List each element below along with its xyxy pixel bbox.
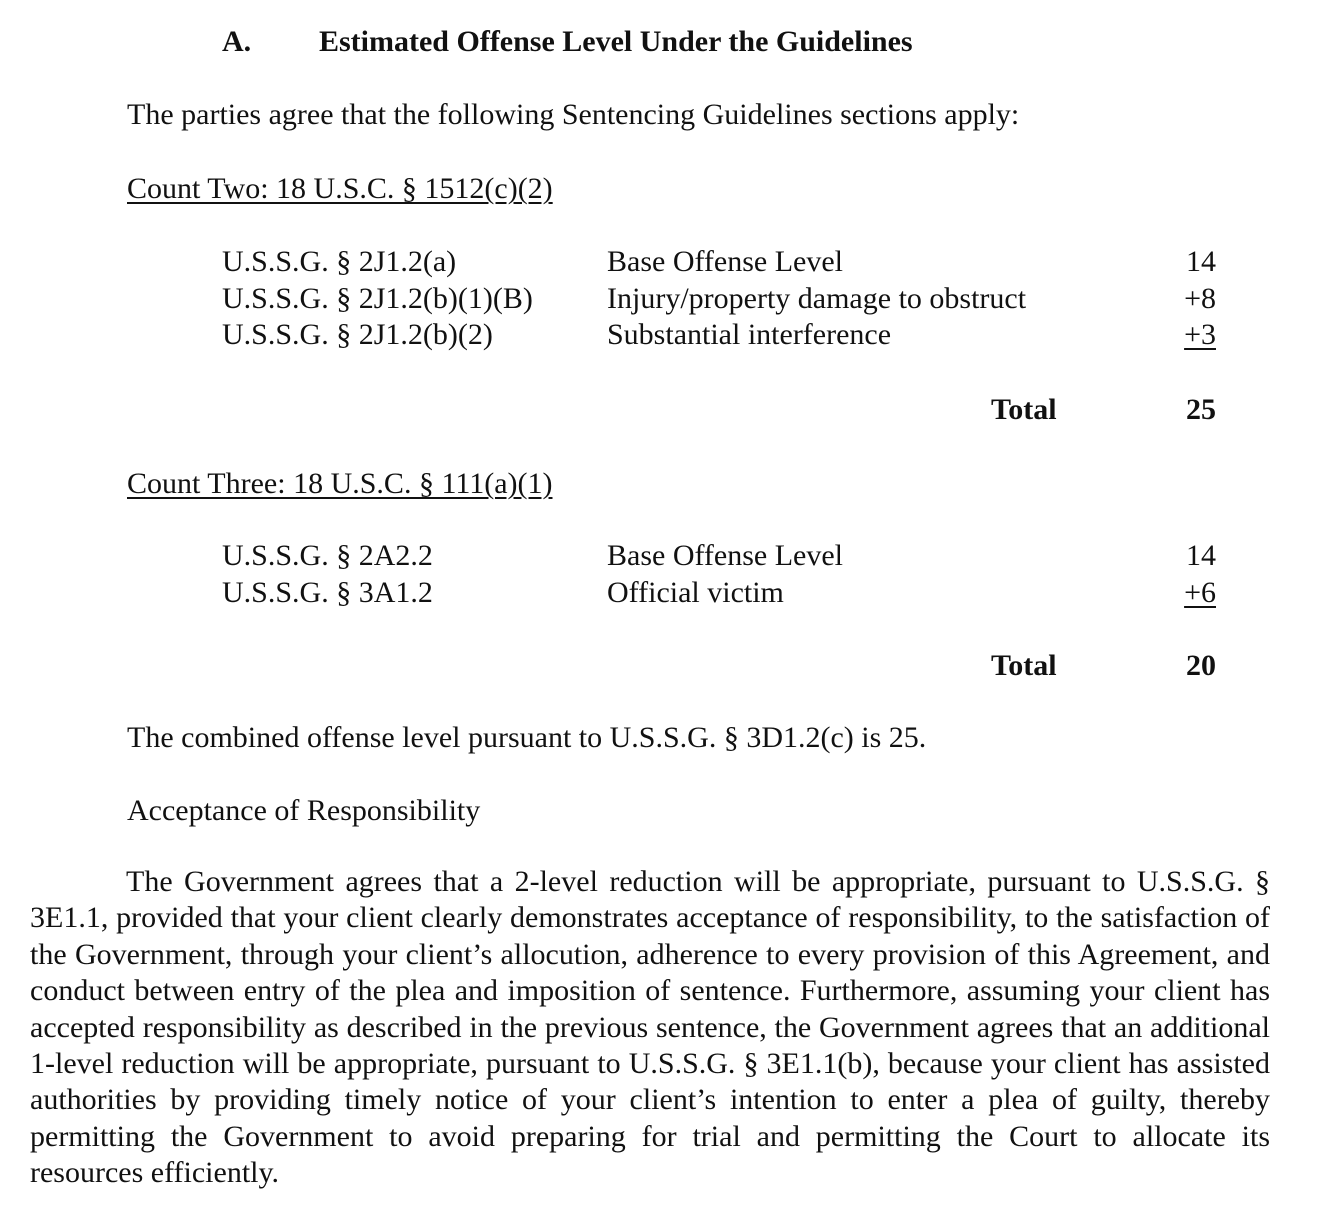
acceptance-paragraph: The Government agrees that a 2-level reduction will be appropriate, pursuant to U.S.S.G. § 3E1.1, provided that your client clearly demonstrates acceptance of responsibility, to the satisfaction of the Government, through your client’s allocution, adherence to every provision of this Agreement, and conduct between entry of the plea and imposition of sentence. Furthermore, assuming your client has accepted responsibility as described in the previous sentence, the Government agrees that an additional 1-level reduction will be appropriate, pursuant to U.S.S.G. § 3E1.1(b), because your client has assisted authorities by providing timely notice of your client’s intention to enter a plea of guilty, thereby permitting the Government to avoid preparing for trial and permitting the Court to allocate its resources efficiently.: [30, 865, 1270, 1190]
guideline-value: 14: [1186, 539, 1216, 572]
guideline-description: Base Offense Level: [607, 245, 844, 278]
guideline-description: Official victim: [607, 576, 784, 609]
guideline-section: U.S.S.G. § 2J1.2(b)(2): [222, 318, 493, 351]
section-title: Estimated Offense Level Under the Guidelines: [319, 25, 913, 58]
count-two-total-label: Total: [991, 393, 1057, 426]
count-two-heading: Count Two: 18 U.S.C. § 1512(c)(2): [127, 172, 553, 205]
intro-sentence: The parties agree that the following Sentencing Guidelines sections apply:: [127, 98, 1020, 131]
guideline-description: Substantial interference: [607, 318, 892, 351]
guideline-section: U.S.S.G. § 2A2.2: [222, 539, 433, 572]
guideline-value: +6: [1184, 576, 1216, 609]
count-three-total-value: 20: [1186, 649, 1216, 682]
acceptance-heading: Acceptance of Responsibility: [127, 794, 481, 827]
combined-offense-level: The combined offense level pursuant to U.S.S.G. § 3D1.2(c) is 25.: [127, 721, 927, 754]
guideline-value: +3: [1184, 318, 1216, 351]
guideline-section: U.S.S.G. § 2J1.2(a): [222, 245, 457, 278]
guideline-section: U.S.S.G. § 3A1.2: [222, 576, 433, 609]
guideline-description: Injury/property damage to obstruct: [607, 282, 1027, 315]
guideline-value: 14: [1186, 245, 1216, 278]
guideline-section: U.S.S.G. § 2J1.2(b)(1)(B): [222, 282, 533, 315]
guideline-description: Base Offense Level: [607, 539, 844, 572]
count-three-heading: Count Three: 18 U.S.C. § 111(a)(1): [127, 467, 553, 500]
guideline-value: +8: [1184, 282, 1216, 315]
count-three-total-label: Total: [991, 649, 1057, 682]
count-two-total-value: 25: [1186, 393, 1216, 426]
section-letter: A.: [222, 25, 252, 58]
